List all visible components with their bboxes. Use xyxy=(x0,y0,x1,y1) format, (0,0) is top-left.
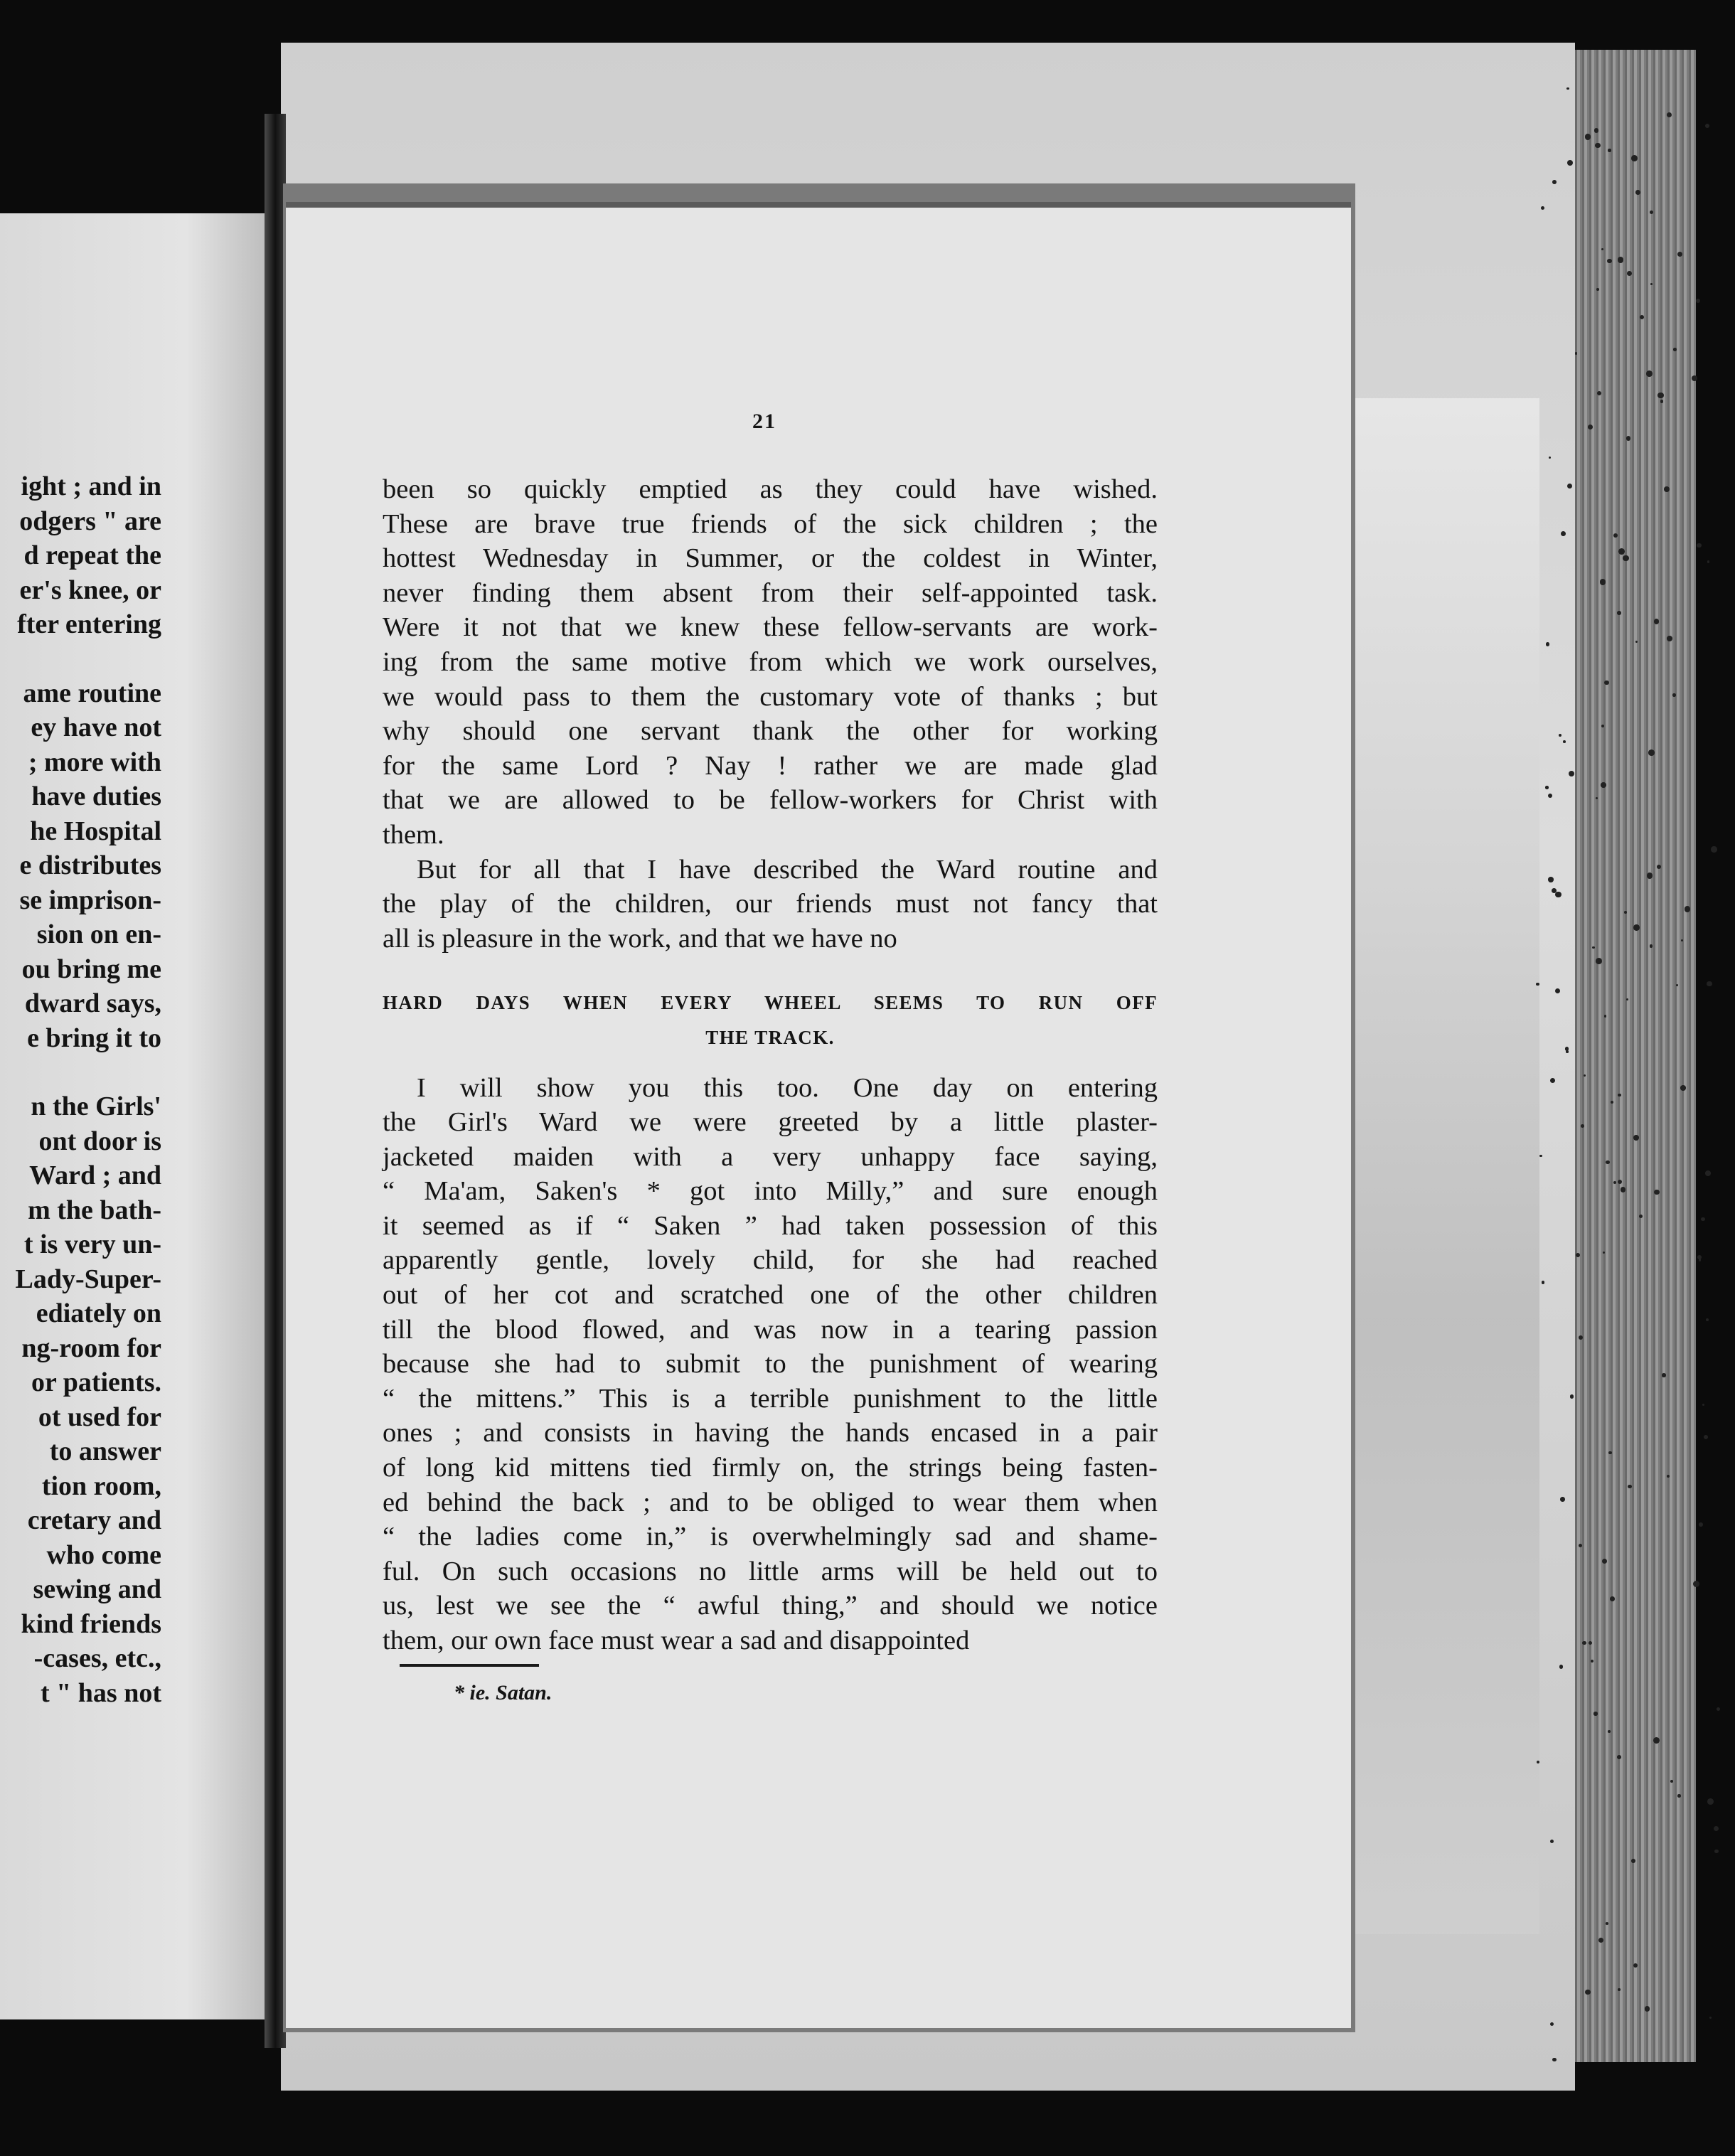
left-text-line: ou bring me xyxy=(21,954,161,984)
paragraph-2 xyxy=(383,853,1158,956)
speck xyxy=(1610,1596,1615,1601)
left-text-line: t " has not xyxy=(41,1677,161,1708)
left-text-line: Ward ; and xyxy=(29,1160,161,1190)
text-line: These are brave true friends of the sick children ; the xyxy=(383,508,1158,539)
speck xyxy=(1613,533,1618,538)
speck xyxy=(1705,124,1709,128)
page-body xyxy=(383,472,1158,1658)
left-text-line: m the bath- xyxy=(28,1195,161,1225)
text-line: the play of the children, our friends must not fancy that xyxy=(383,889,1158,919)
page-number: 21 xyxy=(752,410,776,433)
text-line: ing from the same motive from which we work ourselves, xyxy=(383,646,1158,677)
speck xyxy=(1606,1160,1610,1165)
speck xyxy=(1667,636,1672,641)
speck xyxy=(1561,531,1566,536)
speck xyxy=(1626,436,1630,440)
text-line: I will show you this too. One day on entering xyxy=(417,1072,1158,1103)
speck xyxy=(1706,1318,1709,1321)
left-text-line xyxy=(0,642,161,676)
speck xyxy=(1608,1451,1611,1454)
speck xyxy=(1633,924,1639,930)
speck xyxy=(1608,149,1611,151)
text-line: the Girl's Ward we were greeted by a little plaster- xyxy=(383,1107,1158,1138)
speck xyxy=(1709,2017,1712,2019)
speck xyxy=(1639,1215,1643,1218)
left-text-line: tion room, xyxy=(41,1471,161,1501)
left-text-line: e distributes xyxy=(19,850,161,880)
speck xyxy=(1618,1988,1621,1991)
left-text-line: -cases, etc., xyxy=(33,1643,161,1673)
speck xyxy=(1647,872,1653,878)
left-text-line: cretary and xyxy=(27,1505,161,1535)
text-line: us, lest we see the “ awful thing,” and should we notice xyxy=(383,1591,1158,1621)
speck xyxy=(1677,1794,1681,1798)
speck xyxy=(1617,1755,1621,1759)
speck xyxy=(1596,958,1602,964)
text-line: them, our own face must wear a sad and disappointed xyxy=(383,1626,970,1655)
speck xyxy=(1621,1187,1625,1192)
speck xyxy=(1604,1015,1606,1017)
left-text-line: ont door is xyxy=(38,1126,161,1156)
speck xyxy=(1575,352,1578,355)
left-text-line: dward says, xyxy=(24,988,161,1018)
speck xyxy=(1618,1180,1622,1184)
text-line: that we are allowed to be fellow-workers for Christ with xyxy=(383,785,1158,816)
speck xyxy=(1676,984,1678,986)
facing-plate-shadow xyxy=(1355,398,1539,1934)
speck xyxy=(1672,693,1675,696)
left-text-line: ; more with xyxy=(28,747,161,777)
left-facing-page xyxy=(0,213,267,2019)
speck xyxy=(1593,1712,1597,1715)
text-line: out of her cot and scratched one of the other children xyxy=(383,1280,1158,1311)
text-line: ones ; and consists in having the hands encased in a pair xyxy=(383,1418,1158,1448)
speck xyxy=(1654,619,1659,624)
speck xyxy=(1552,2058,1557,2062)
left-text-line: sion on en- xyxy=(36,919,161,949)
speck xyxy=(1594,128,1598,132)
speck xyxy=(1711,846,1717,852)
speck xyxy=(1628,1485,1631,1488)
speck xyxy=(1660,400,1663,402)
speck xyxy=(1618,548,1625,555)
speck xyxy=(1631,155,1638,161)
text-line: Were it not that we knew these fellow-servants are work- xyxy=(383,612,1158,643)
speck xyxy=(1699,1522,1703,1527)
speck xyxy=(1699,1259,1701,1261)
left-text-line: have duties xyxy=(31,781,161,811)
left-text-line: fter entering xyxy=(17,609,161,639)
speck xyxy=(1602,1559,1607,1564)
text-line: we would pass to them the customary vote of thanks ; but xyxy=(383,681,1158,712)
speck xyxy=(1623,555,1628,561)
section-heading xyxy=(383,986,1158,1055)
speck xyxy=(1566,87,1569,90)
text-line: But for all that I have described the Ward routine and xyxy=(417,854,1158,885)
left-page-text xyxy=(0,469,161,1710)
text-line: “ Ma'am, Saken's * got into Milly,” and sure enough xyxy=(383,1176,1158,1207)
speck xyxy=(1707,560,1709,562)
speck xyxy=(1595,143,1600,148)
speck xyxy=(1545,786,1548,789)
speck xyxy=(1673,348,1676,351)
page-edges xyxy=(1575,50,1696,2062)
left-text-line: e bring it to xyxy=(27,1023,161,1053)
speck xyxy=(1603,1252,1605,1254)
text-line: ed behind the back ; and to be obliged to wear them when xyxy=(383,1487,1158,1517)
speck xyxy=(1566,1050,1569,1053)
speck xyxy=(1704,1435,1708,1439)
left-text-line: t is very un- xyxy=(23,1229,161,1259)
text-line: why should one servant thank the other for working xyxy=(383,716,1158,747)
text-line: been so quickly emptied as they could have wished. xyxy=(383,474,1158,504)
left-text-line: d repeat the xyxy=(23,540,161,570)
speck xyxy=(1541,206,1544,210)
speck xyxy=(1579,1335,1583,1340)
speck xyxy=(1536,983,1539,986)
speck xyxy=(1601,782,1606,788)
speck xyxy=(1670,1780,1673,1783)
speck xyxy=(1555,892,1561,897)
speck xyxy=(1633,1135,1638,1140)
speck xyxy=(1624,911,1627,914)
speck xyxy=(1653,1737,1660,1744)
speck xyxy=(1697,543,1702,548)
speck xyxy=(1685,906,1691,912)
text-line: of long kid mittens tied firmly on, the strings being fasten- xyxy=(383,1453,1158,1483)
left-text-line: ight ; and in xyxy=(21,471,161,501)
speck xyxy=(1646,370,1653,377)
text-line: ful. On such occasions no little arms will be held out to xyxy=(383,1556,1158,1586)
text-line: it seemed as if “ Saken ” had taken possession of this xyxy=(383,1210,1158,1241)
left-text-line: ediately on xyxy=(36,1298,161,1328)
left-text-line: Lady-Super- xyxy=(15,1264,161,1294)
text-line: for the same Lord ? Nay ! rather we are made glad xyxy=(383,750,1158,781)
left-text-line: he Hospital xyxy=(30,816,161,846)
speck xyxy=(1618,257,1623,262)
speck xyxy=(1717,1707,1720,1711)
speck xyxy=(1650,210,1653,214)
left-text-line: ey have not xyxy=(31,713,161,742)
left-text-line: kind friends xyxy=(21,1608,161,1639)
speck xyxy=(1606,1922,1608,1925)
speck xyxy=(1567,160,1573,166)
speck xyxy=(1546,642,1550,646)
speck xyxy=(1667,1475,1670,1478)
speck xyxy=(1585,134,1591,139)
speck xyxy=(1550,1078,1555,1083)
speck xyxy=(1667,112,1672,117)
left-text-line: ng-room for xyxy=(21,1333,161,1363)
speck xyxy=(1702,1404,1705,1407)
speck xyxy=(1696,299,1700,303)
text-line: jacketed maiden with a very unhappy face saying, xyxy=(383,1141,1158,1172)
footnote: * ie. Satan. xyxy=(454,1681,552,1704)
speck xyxy=(1714,1850,1719,1854)
left-text-line: er's knee, or xyxy=(19,575,161,605)
footnote-rule xyxy=(400,1664,539,1667)
text-line: hottest Wednesday in Summer, or the coldest in Winter, xyxy=(383,543,1158,574)
section-heading-line-1: HARD DAYS WHEN EVERY WHEEL SEEMS TO RUN OFF xyxy=(383,992,1158,1014)
speck xyxy=(1645,2006,1650,2011)
speck xyxy=(1707,1798,1714,1805)
speck xyxy=(1560,1497,1565,1502)
paragraph-1 xyxy=(383,472,1158,853)
speck xyxy=(1701,1217,1705,1222)
left-text-line: or patients. xyxy=(31,1367,161,1397)
left-text-line: who come xyxy=(46,1539,161,1570)
paragraph-3 xyxy=(383,1071,1158,1658)
speck xyxy=(1617,611,1621,615)
section-heading-line-2: THE TRACK. xyxy=(705,1026,835,1048)
speck xyxy=(1570,1394,1574,1398)
speck xyxy=(1559,1665,1564,1669)
speck xyxy=(1548,794,1552,798)
text-line: all is pleasure in the work, and that we have no xyxy=(383,923,897,954)
speck xyxy=(1692,375,1697,381)
left-text-line xyxy=(0,1055,161,1089)
speck xyxy=(1662,1373,1665,1377)
speck xyxy=(1680,1085,1686,1091)
speck xyxy=(1693,1581,1699,1587)
speck xyxy=(1654,1190,1659,1195)
speck xyxy=(1584,1074,1586,1077)
left-text-line: n the Girls' xyxy=(31,1092,161,1121)
text-line: apparently gentle, lovely child, for she had reached xyxy=(383,1245,1158,1276)
speck xyxy=(1626,998,1628,1000)
left-text-line: to answer xyxy=(49,1436,161,1466)
speck xyxy=(1618,1094,1621,1096)
text-line: “ the mittens.” This is a terrible punishment to the little xyxy=(383,1383,1158,1414)
speck xyxy=(1714,1826,1719,1831)
speck xyxy=(1569,771,1574,777)
speck xyxy=(1627,271,1632,276)
left-text-line: ame routine xyxy=(23,678,161,708)
left-text-line: se imprison- xyxy=(19,885,161,915)
text-line: till the blood flowed, and was now in a tearing passion xyxy=(383,1314,1158,1345)
left-text-line: sewing and xyxy=(33,1574,161,1604)
text-line: never finding them absent from their self-appointed task. xyxy=(383,577,1158,608)
speck xyxy=(1631,1859,1635,1863)
speck xyxy=(1608,1730,1611,1733)
text-line: “ the ladies come in,” is overwhelmingly sad and shame- xyxy=(383,1522,1158,1552)
speck xyxy=(1548,877,1554,882)
left-text-line: odgers " are xyxy=(19,506,161,536)
speck xyxy=(1697,1255,1702,1259)
text-line: them. xyxy=(383,819,444,850)
left-text-line: ot used for xyxy=(38,1402,161,1432)
speck xyxy=(1600,579,1606,585)
text-line: because she had to submit to the punishment of wearing xyxy=(383,1349,1158,1379)
speck xyxy=(1664,486,1670,492)
speck xyxy=(1707,981,1712,987)
speck xyxy=(1705,1170,1711,1176)
speck xyxy=(1640,315,1644,319)
speck xyxy=(1607,259,1612,264)
